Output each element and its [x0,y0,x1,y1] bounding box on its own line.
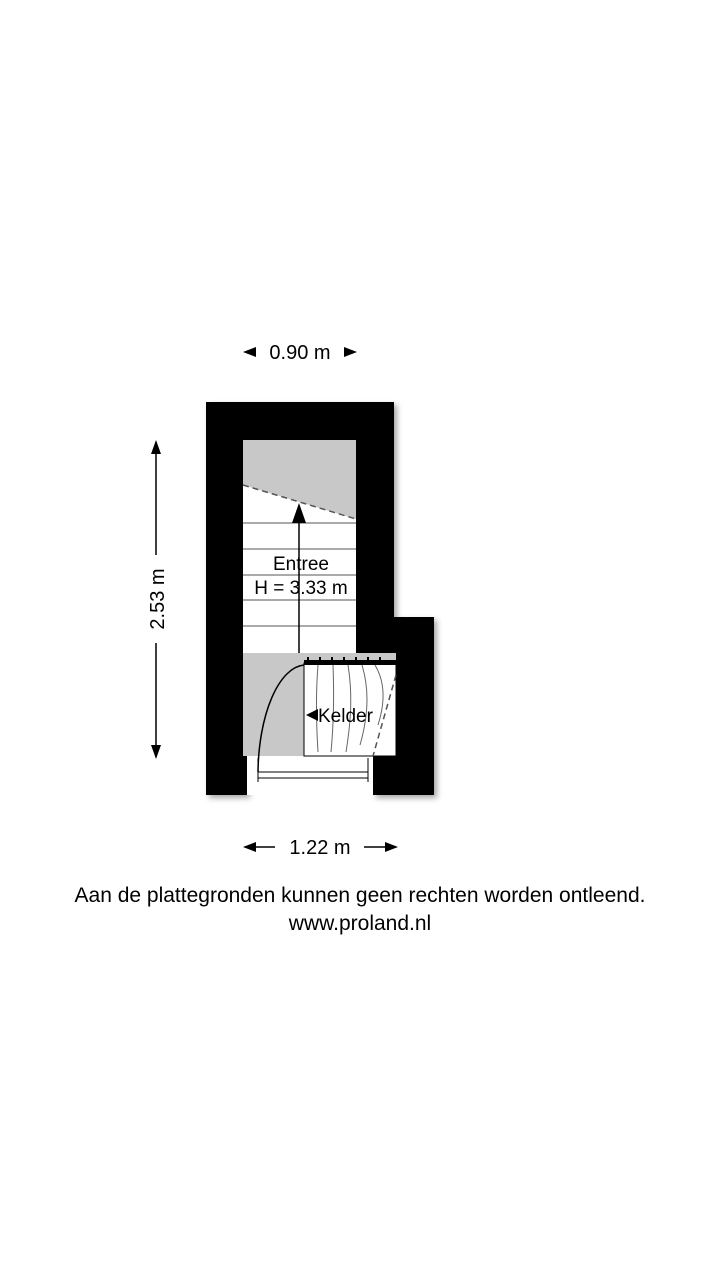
top-dimension [243,342,357,364]
door-opening [247,756,373,795]
arrow-up-icon [151,440,161,454]
arrow-down-icon [151,745,161,759]
arrow-left-icon [243,842,256,852]
top-dimension-label: 0.90 m [269,342,331,364]
entree-room-height: H = 3.33 m [254,578,348,599]
entree-room-name: Entree [273,554,329,575]
arrow-right-icon [344,347,357,357]
kelder-room-name: Kelder [318,706,373,727]
bottom-dimension-label: 1.22 m [289,837,351,859]
left-dimension [147,440,169,759]
arrow-left-icon [243,347,256,357]
disclaimer-text: Aan de plattegronden kunnen geen rechten worden ontleend. [74,884,646,907]
bottom-dimension [243,837,398,859]
website-text: www.proland.nl [288,912,432,935]
arrow-right-icon [385,842,398,852]
left-dimension-label: 2.53 m [147,568,169,630]
